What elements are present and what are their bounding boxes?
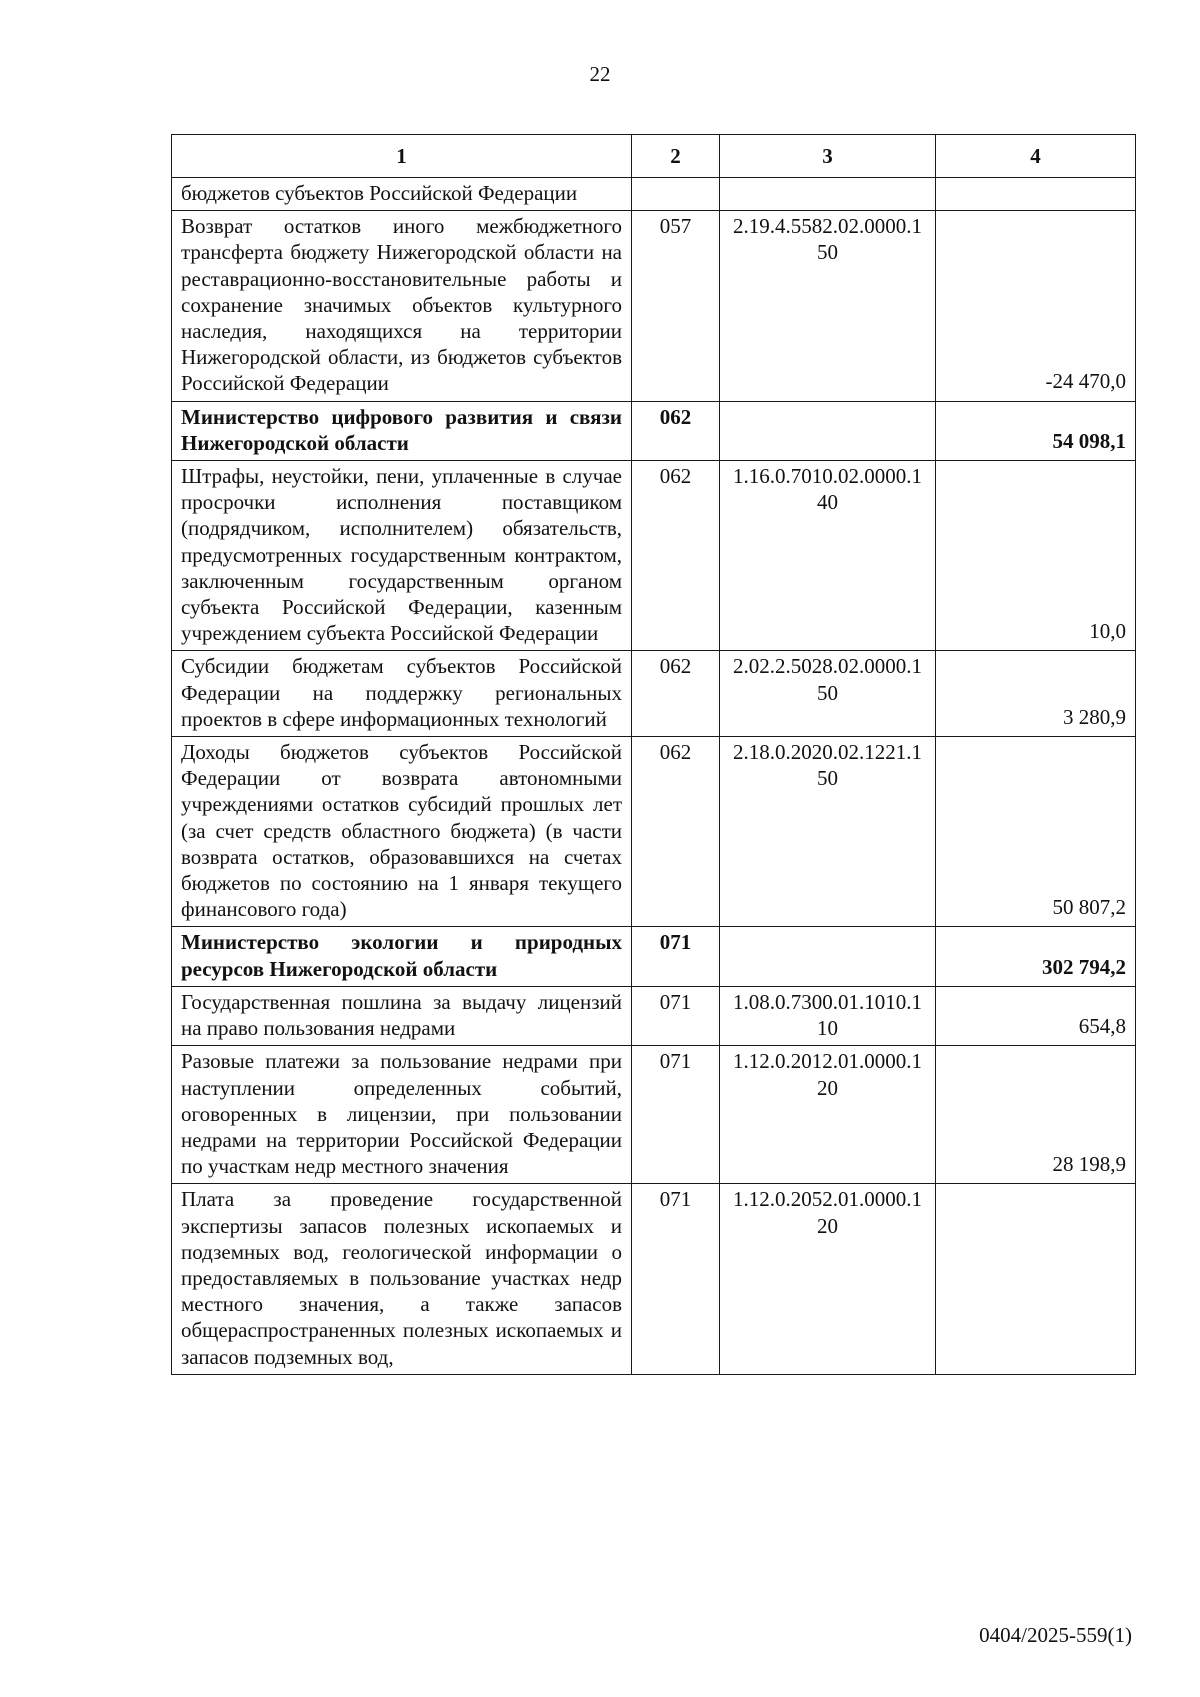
row-classification-code: 1.16.0.7010.02.0000.140: [720, 461, 936, 651]
row-amount: 50 807,2: [936, 737, 1136, 927]
budget-revenue-table: [171, 134, 1136, 1375]
table-header-row: [172, 135, 1136, 178]
table-row: [172, 1184, 1136, 1374]
table-row: [172, 737, 1136, 927]
row-classification-code: 1.08.0.7300.01.1010.110: [720, 986, 936, 1045]
row-classification-code: [720, 401, 936, 460]
row-amount: 28 198,9: [936, 1046, 1136, 1184]
row-admin-code: 071: [632, 1184, 720, 1374]
row-admin-code: 071: [632, 1046, 720, 1184]
row-classification-code: 1.12.0.2012.01.0000.120: [720, 1046, 936, 1184]
row-classification-code: 2.19.4.5582.02.0000.150: [720, 211, 936, 401]
row-classification-code: [720, 927, 936, 986]
table-row: [172, 986, 1136, 1045]
row-amount: 10,0: [936, 461, 1136, 651]
row-amount: [936, 178, 1136, 211]
row-amount: -24 470,0: [936, 211, 1136, 401]
row-amount: 54 098,1: [936, 401, 1136, 460]
table-row: [172, 461, 1136, 651]
row-description: Министерство экологии и природных ресурсов Нижегородской области: [172, 927, 632, 986]
table-row: [172, 178, 1136, 211]
header-col-1: 1: [172, 135, 632, 178]
document-registration-code: 0404/2025-559(1): [979, 1623, 1132, 1647]
row-admin-code: 062: [632, 461, 720, 651]
row-classification-code: [720, 178, 936, 211]
table-row: [172, 1046, 1136, 1184]
row-admin-code: 071: [632, 986, 720, 1045]
row-admin-code: 062: [632, 651, 720, 737]
table-row-ministry: [172, 401, 1136, 460]
row-description: Штрафы, неустойки, пени, уплаченные в случае просрочки исполнения поставщиком (подрядчиком, исполнителем) обязательств, предусмотренных государственным контрактом, заключенным государственным органом субъекта Российской Федерации, казенным учреждением субъекта Российской Федерации: [172, 461, 632, 651]
row-description: бюджетов субъектов Российской Федерации: [172, 178, 632, 211]
row-description: Доходы бюджетов субъектов Российской Федерации от возврата автономными учреждениями остатков субсидий прошлых лет (за счет средств областного бюджета) (в части возврата остатков, образовавшихся на счетах бюджетов по состоянию на 1 января текущего финансового года): [172, 737, 632, 927]
row-description: Плата за проведение государственной экспертизы запасов полезных ископаемых и подземных вод, геологической информации о предоставляемых в пользование участках недр местного значения, а также запасов общераспространенных полезных ископаемых и запасов подземных вод,: [172, 1184, 632, 1374]
row-amount: [936, 1184, 1136, 1374]
header-col-4: 4: [936, 135, 1136, 178]
row-admin-code: [632, 178, 720, 211]
row-classification-code: 2.18.0.2020.02.1221.150: [720, 737, 936, 927]
row-amount: 302 794,2: [936, 927, 1136, 986]
row-description: Разовые платежи за пользование недрами при наступлении определенных событий, оговоренных в лицензии, при пользовании недрами на территории Российской Федерации по участкам недр местного значения: [172, 1046, 632, 1184]
row-admin-code: 062: [632, 737, 720, 927]
header-col-2: 2: [632, 135, 720, 178]
row-amount: 3 280,9: [936, 651, 1136, 737]
row-admin-code: 057: [632, 211, 720, 401]
row-description: Государственная пошлина за выдачу лицензий на право пользования недрами: [172, 986, 632, 1045]
row-description: Возврат остатков иного межбюджетного трансферта бюджету Нижегородской области на реставрационно-восстановительные работы и сохранение значимых объектов культурного наследия, находящихся на территории Нижегородской области, из бюджетов субъектов Российской Федерации: [172, 211, 632, 401]
row-admin-code: 071: [632, 927, 720, 986]
header-col-3: 3: [720, 135, 936, 178]
row-description: Субсидии бюджетам субъектов Российской Федерации на поддержку региональных проектов в сфере информационных технологий: [172, 651, 632, 737]
page-number: 22: [589, 62, 611, 86]
row-admin-code: 062: [632, 401, 720, 460]
row-classification-code: 2.02.2.5028.02.0000.150: [720, 651, 936, 737]
table-row: [172, 651, 1136, 737]
table-row: [172, 211, 1136, 401]
table-row-ministry: [172, 927, 1136, 986]
row-amount: 654,8: [936, 986, 1136, 1045]
row-description: Министерство цифрового развития и связи Нижегородской области: [172, 401, 632, 460]
row-classification-code: 1.12.0.2052.01.0000.120: [720, 1184, 936, 1374]
